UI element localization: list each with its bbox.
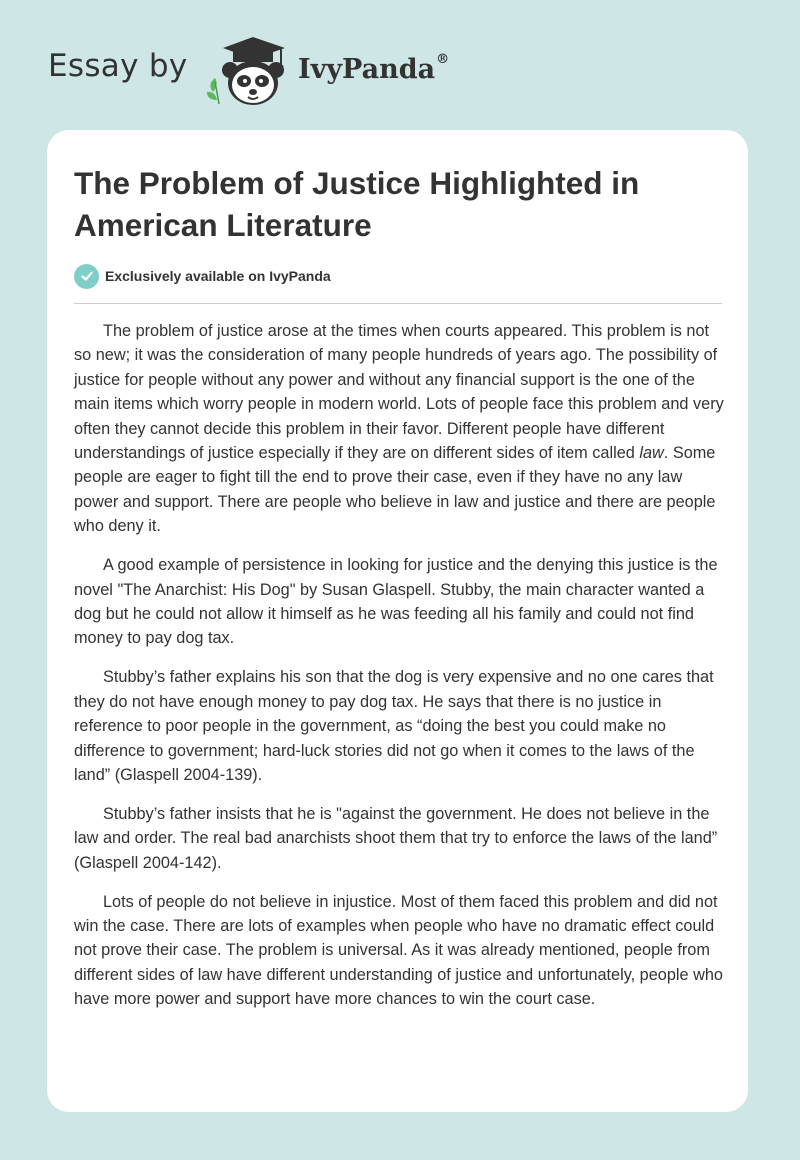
essay-by-label: Essay by [48,48,188,84]
paragraph-3: Stubby’s father explains his son that the dog is very expensive and no one cares that they do not have enough money to pay dog tax. He says that there is no justice in reference to poor people in the government, as “doing the best you could make no difference to government; hard-luck stories did not go when it comes to the laws of the land” (Glaspell 2004-139). [74,668,714,784]
check-icon [74,264,99,289]
paragraph-5: Lots of people do not believe in injustice. Most of them faced this problem and did not win the case. There are lots of examples when people who have no dramatic effect could not prove their case. The problem is universal. As it was already mentioned, people from different sides of law have different understanding of justice and unfortunately, people who have more power and support have more chances to win the court case. [74,892,723,1009]
paragraph-1-emphasis: law [639,444,664,463]
paragraph-1-text-b: . Some people are eager to fight till the end to prove their case, even if they have no any law power and support. There are people who believe in law and justice and there are people who deny it. [74,444,716,536]
trademark-symbol: ® [436,52,450,67]
essay-body [74,319,724,1026]
paragraph-1-text-a: The problem of justice arose at the times when courts appeared. This problem is not so new; it was the consideration of many people hundreds of years ago. The possibility of justice for people without any power and without any financial support is the one of the main items which worry people in modern world. Lots of people face this problem and very often they cannot decide this problem in their favor. Different people have different understandings of justice especially if they are on different sides of item called [74,322,724,463]
essay-title: The Problem of Justice Highlighted in American Literature [74,165,640,243]
divider [74,303,722,304]
exclusive-label: Exclusively available on IvyPanda [105,268,331,284]
brand-label: IvyPanda [298,54,436,85]
paragraph-4: Stubby’s father insists that he is "against the government. He does not believe in the law and order. The real bad anarchists shoot them that try to enforce the laws of the land” (Glaspell 2004-142). [74,804,718,872]
essay-card [47,130,748,1112]
paragraph-2: A good example of persistence in looking for justice and the denying this justice is the novel "The Anarchist: His Dog" by Susan Glaspell. Stubby, the main character wanted a dog but he could not allow it himself as he was feeding all his family and could not find money to pay dog tax. [74,556,718,648]
exclusive-badge [74,263,331,289]
paragraph-1 [74,319,724,539]
site-header [48,30,752,110]
brand-name [298,54,449,85]
panda-logo-icon [203,36,291,110]
